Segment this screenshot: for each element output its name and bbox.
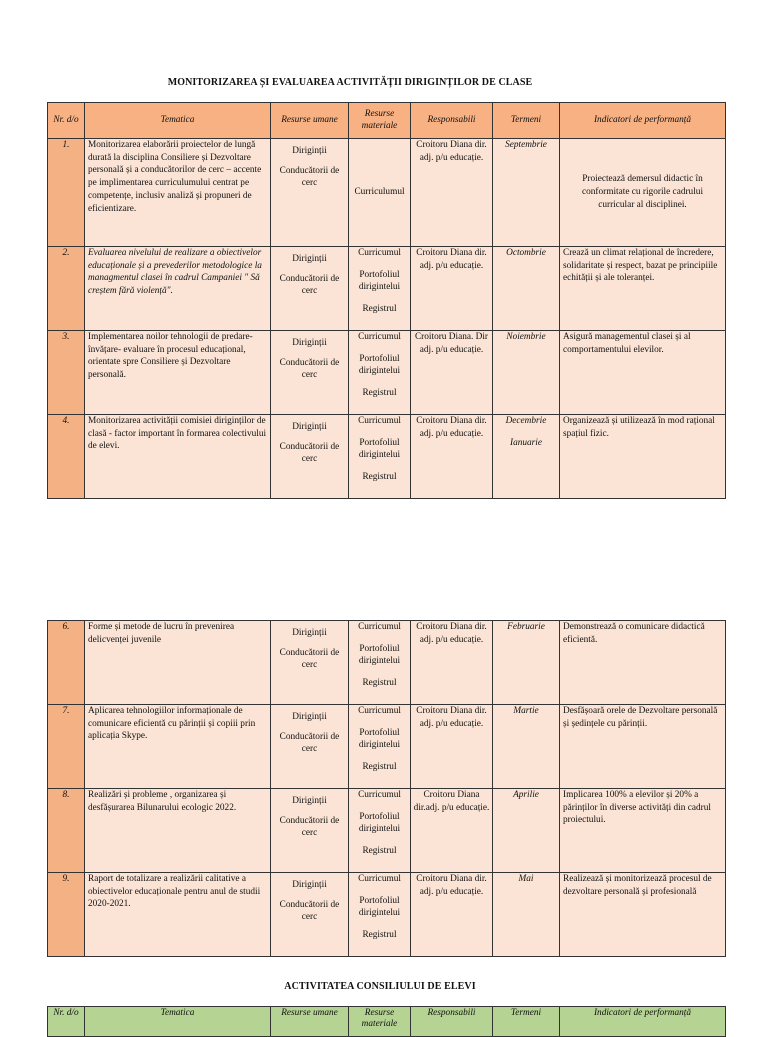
- termeni-cell-line: Ianuarie: [509, 437, 543, 448]
- resurse-umane-cell-line: Conducătorii de cerc: [279, 165, 340, 189]
- tematica-cell: Raport de totalizare a realizării calitative a obiectivelor educaționale pentru anul de studii 2020-2021.: [85, 873, 271, 957]
- spacer: [349, 718, 410, 727]
- resurse-materiale-cell: [349, 705, 411, 789]
- resurse-materiale-cell-line: Portofoliul dirigintelui: [358, 353, 401, 377]
- header-nr: Nr. d/o: [48, 103, 85, 139]
- spacer: [493, 428, 559, 437]
- termeni-cell: [493, 247, 560, 331]
- spacer: [349, 294, 410, 303]
- table-header-row: [48, 103, 726, 139]
- resurse-umane-cell-line: Conducătorii de cerc: [279, 815, 340, 839]
- resurse-materiale-cell-line: Curricumul: [358, 790, 401, 800]
- spacer: [271, 350, 348, 357]
- spacer: [271, 724, 348, 731]
- tematica-cell: Forme și metode de lucru în prevenirea delicvenței juvenile: [85, 621, 271, 705]
- tematica-cell: Realizări și probleme , organizarea și desfășurarea Bilunarului ecologic 2022.: [85, 789, 271, 873]
- responsabili-cell: Croitoru Diana dir. adj. p/u educație.: [411, 705, 493, 789]
- spacer: [349, 752, 410, 761]
- responsabili-cell: Croitoru Diana dir. adj. p/u educație.: [411, 139, 493, 247]
- spacer: [349, 920, 410, 929]
- spacer: [271, 266, 348, 273]
- row-number: 1.: [48, 139, 85, 247]
- resurse-materiale-cell: [349, 331, 411, 415]
- indicatori-cell: Desfășoară orele de Dezvoltare personală și ședințele cu părinții.: [560, 705, 726, 789]
- spacer: [349, 886, 410, 895]
- resurse-umane-cell-line: Diriginții: [292, 422, 327, 432]
- header-tematica: Tematica: [85, 103, 271, 139]
- resurse-materiale-cell: [349, 621, 411, 705]
- resurse-materiale-cell-line: Portofoliul dirigintelui: [358, 269, 401, 293]
- table-header-row: [48, 1007, 726, 1037]
- indicatori-cell: Implicarea 100% a elevilor și 20% a părinților în diverse activități din cadrul proiectului.: [560, 789, 726, 873]
- row-number: 9.: [48, 873, 85, 957]
- spacer: [349, 668, 410, 677]
- responsabili-cell: Croitoru Diana dir. adj. p/u educație.: [411, 621, 493, 705]
- spacer: [271, 808, 348, 815]
- resurse-materiale-cell-line: Curricumul: [358, 332, 401, 342]
- student-council-table: [47, 1006, 726, 1037]
- tematica-cell: Evaluarea nivelului de realizare a obiectivelor educaționale și a prevederilor metodologice la managmentul clasei în cadrul Campaniei " Să creștem fără violență".: [85, 247, 271, 331]
- resurse-umane-cell-line: Diriginții: [292, 628, 327, 638]
- indicatori-cell: Crează un climat relațional de încredere, solidaritate și respect, bazat pe principiile echității și ale toleranței.: [560, 247, 726, 331]
- resurse-umane-cell-line: Conducătorii de cerc: [279, 647, 340, 671]
- termeni-cell: [493, 873, 560, 957]
- termeni-cell-line: Februarie: [507, 622, 545, 632]
- row-number: 2.: [48, 247, 85, 331]
- termeni-cell: [493, 415, 560, 499]
- spacer: [271, 158, 348, 165]
- indicatori-cell: Realizează și monitorizează procesul de dezvoltare personală și profesională: [560, 873, 726, 957]
- resurse-materiale-cell-line: Registrul: [362, 304, 397, 315]
- resurse-materiale-cell: [349, 415, 411, 499]
- table-row: [48, 247, 726, 331]
- resurse-materiale-cell-line: Registrul: [362, 930, 397, 941]
- spacer: [349, 634, 410, 643]
- header-tematica: Tematica: [85, 1007, 271, 1037]
- resurse-umane-cell: [271, 331, 349, 415]
- resurse-umane-cell-line: Conducătorii de cerc: [279, 731, 340, 755]
- resurse-umane-cell-line: Diriginții: [292, 712, 327, 722]
- termeni-cell: [493, 789, 560, 873]
- table-row: [48, 621, 726, 705]
- responsabili-cell: Croitoru Diana dir.adj. p/u educație.: [411, 789, 493, 873]
- responsabili-cell: Croitoru Diana dir. adj. p/u educație.: [411, 247, 493, 331]
- termeni-cell-line: Mai: [518, 874, 534, 884]
- resurse-umane-cell: [271, 873, 349, 957]
- termeni-cell: [493, 331, 560, 415]
- resurse-materiale-cell-line: Registrul: [362, 762, 397, 773]
- resurse-materiale-cell-line: Portofoliul dirigintelui: [358, 643, 401, 667]
- row-number: 3.: [48, 331, 85, 415]
- spacer: [349, 378, 410, 387]
- resurse-materiale-cell-line: Registrul: [362, 846, 397, 857]
- header-termeni: Termeni: [493, 1007, 560, 1037]
- responsabili-cell: Croitoru Diana dir. adj. p/u educație.: [411, 415, 493, 499]
- resurse-materiale-cell-line: Portofoliul dirigintelui: [358, 811, 401, 835]
- resurse-umane-cell: [271, 139, 349, 247]
- header-indicatori: Indicatori de performanță: [560, 103, 726, 139]
- resurse-umane-cell: [271, 247, 349, 331]
- resurse-materiale-cell-line: Registrul: [362, 472, 397, 483]
- resurse-materiale-cell-line: Curriculumul: [354, 187, 405, 198]
- indicatori-cell: Asigură managementul clasei și al comportamentului elevilor.: [560, 331, 726, 415]
- resurse-materiale-cell-line: Curricumul: [358, 248, 401, 258]
- spacer: [349, 428, 410, 437]
- resurse-materiale-cell-line: Portofoliul dirigintelui: [358, 727, 401, 751]
- resurse-umane-cell: [271, 705, 349, 789]
- spacer: [349, 344, 410, 353]
- termeni-cell: [493, 139, 560, 247]
- header-nr: Nr. d/o: [48, 1007, 85, 1037]
- table-row: [48, 789, 726, 873]
- termeni-cell-line: Martie: [513, 706, 539, 716]
- resurse-umane-cell-line: Diriginții: [292, 796, 327, 806]
- resurse-materiale-cell-line: Curricumul: [358, 622, 401, 632]
- responsabili-cell: Croitoru Diana dir. adj. p/u educație.: [411, 873, 493, 957]
- resurse-umane-cell-line: Diriginții: [292, 880, 327, 890]
- spacer: [349, 802, 410, 811]
- header-resurse-materiale: Resurse materiale: [349, 1007, 411, 1037]
- section-title-consiliu-elevi: ACTIVITATEA CONSILIULUI DE ELEVI: [284, 981, 476, 992]
- resurse-materiale-cell: [349, 873, 411, 957]
- indicatori-cell: Demonstrează o comunicare didactică eficientă.: [560, 621, 726, 705]
- table-row: [48, 415, 726, 499]
- termeni-cell-line: Septembrie: [505, 140, 547, 150]
- tematica-cell: Monitorizarea elaborării proiectelor de lungă durată la disciplina Consiliere și Dezvoltare personală și a conducătorilor de cerc – accente pe implimentarea curriculumului centrat pe competențe, inclusiv analiză și propuneri de eficientizare.: [85, 139, 271, 247]
- resurse-umane-cell-line: Conducătorii de cerc: [279, 357, 340, 381]
- table-row: [48, 331, 726, 415]
- termeni-cell: [493, 621, 560, 705]
- header-responsabili: Responsabili: [411, 1007, 493, 1037]
- resurse-materiale-cell-line: Portofoliul dirigintelui: [358, 895, 401, 919]
- row-number: 7.: [48, 705, 85, 789]
- table-row: [48, 705, 726, 789]
- header-termeni: Termeni: [493, 103, 560, 139]
- tematica-cell: Implementarea noilor tehnologii de predare-învățare- evaluare în procesul educațional, orientate spre Consiliere și Dezvoltare personală.: [85, 331, 271, 415]
- table-row: [48, 873, 726, 957]
- responsabili-cell: Croitoru Diana. Dir adj. p/u educație.: [411, 331, 493, 415]
- header-responsabili: Responsabili: [411, 103, 493, 139]
- row-number: 4.: [48, 415, 85, 499]
- tematica-cell: Monitorizarea activității comisiei diriginților de clasă - factor important în formarea colectivului de elevi.: [85, 415, 271, 499]
- spacer: [271, 892, 348, 899]
- header-resurse-umane: Resurse umane: [271, 103, 349, 139]
- resurse-umane-cell-line: Conducătorii de cerc: [279, 441, 340, 465]
- resurse-umane-cell: [271, 789, 349, 873]
- spacer: [349, 462, 410, 471]
- resurse-materiale-cell-line: Registrul: [362, 678, 397, 689]
- header-indicatori: Indicatori de performanță: [560, 1007, 726, 1037]
- row-number: 6.: [48, 621, 85, 705]
- indicatori-cell: Proiectează demersul didactic în conformitate cu rigorile cadrului curricular al disciplinei.: [560, 139, 726, 247]
- spacer: [349, 836, 410, 845]
- resurse-umane-cell-line: Diriginții: [292, 146, 327, 156]
- resurse-umane-cell: [271, 415, 349, 499]
- indicatori-cell: Organizează și utilizează în mod rațional spațiul fizic.: [560, 415, 726, 499]
- resurse-materiale-cell-line: Curricumul: [358, 706, 401, 716]
- termeni-cell-line: Aprilie: [513, 790, 539, 800]
- monitoring-table: [47, 102, 726, 499]
- termeni-cell-line: Octombrie: [506, 248, 546, 258]
- resurse-materiale-cell: [349, 139, 411, 247]
- tematica-cell: Aplicarea tehnologiilor informaționale de comunicare eficientă cu părinții și copiii prin aplicația Skype.: [85, 705, 271, 789]
- resurse-materiale-cell-line: Curricumul: [358, 416, 401, 426]
- resurse-materiale-cell-line: Portofoliul dirigintelui: [358, 437, 401, 461]
- spacer: [271, 434, 348, 441]
- resurse-umane-cell-line: Conducătorii de cerc: [279, 273, 340, 297]
- resurse-umane-cell-line: Diriginții: [292, 254, 327, 264]
- row-number: 8.: [48, 789, 85, 873]
- termeni-cell-line: Noiembrie: [506, 332, 546, 342]
- resurse-materiale-cell: [349, 789, 411, 873]
- termeni-cell-line: Decembrie: [505, 416, 547, 426]
- resurse-umane-cell-line: Conducătorii de cerc: [279, 899, 340, 923]
- spacer: [271, 640, 348, 647]
- spacer: [349, 260, 410, 269]
- resurse-umane-cell: [271, 621, 349, 705]
- table-row: [48, 139, 726, 247]
- header-resurse-materiale: Resurse materiale: [349, 103, 411, 139]
- header-resurse-umane: Resurse umane: [271, 1007, 349, 1037]
- resurse-materiale-cell: [349, 247, 411, 331]
- section-title-monitorizare: MONITORIZAREA ȘI EVALUAREA ACTIVITĂȚII DIRIGINȚILOR DE CLASE: [167, 77, 533, 88]
- monitoring-table-continued: [47, 620, 726, 957]
- resurse-materiale-cell-line: Registrul: [362, 388, 397, 399]
- termeni-cell: [493, 705, 560, 789]
- resurse-materiale-cell-line: Curricumul: [358, 874, 401, 884]
- resurse-umane-cell-line: Diriginții: [292, 338, 327, 348]
